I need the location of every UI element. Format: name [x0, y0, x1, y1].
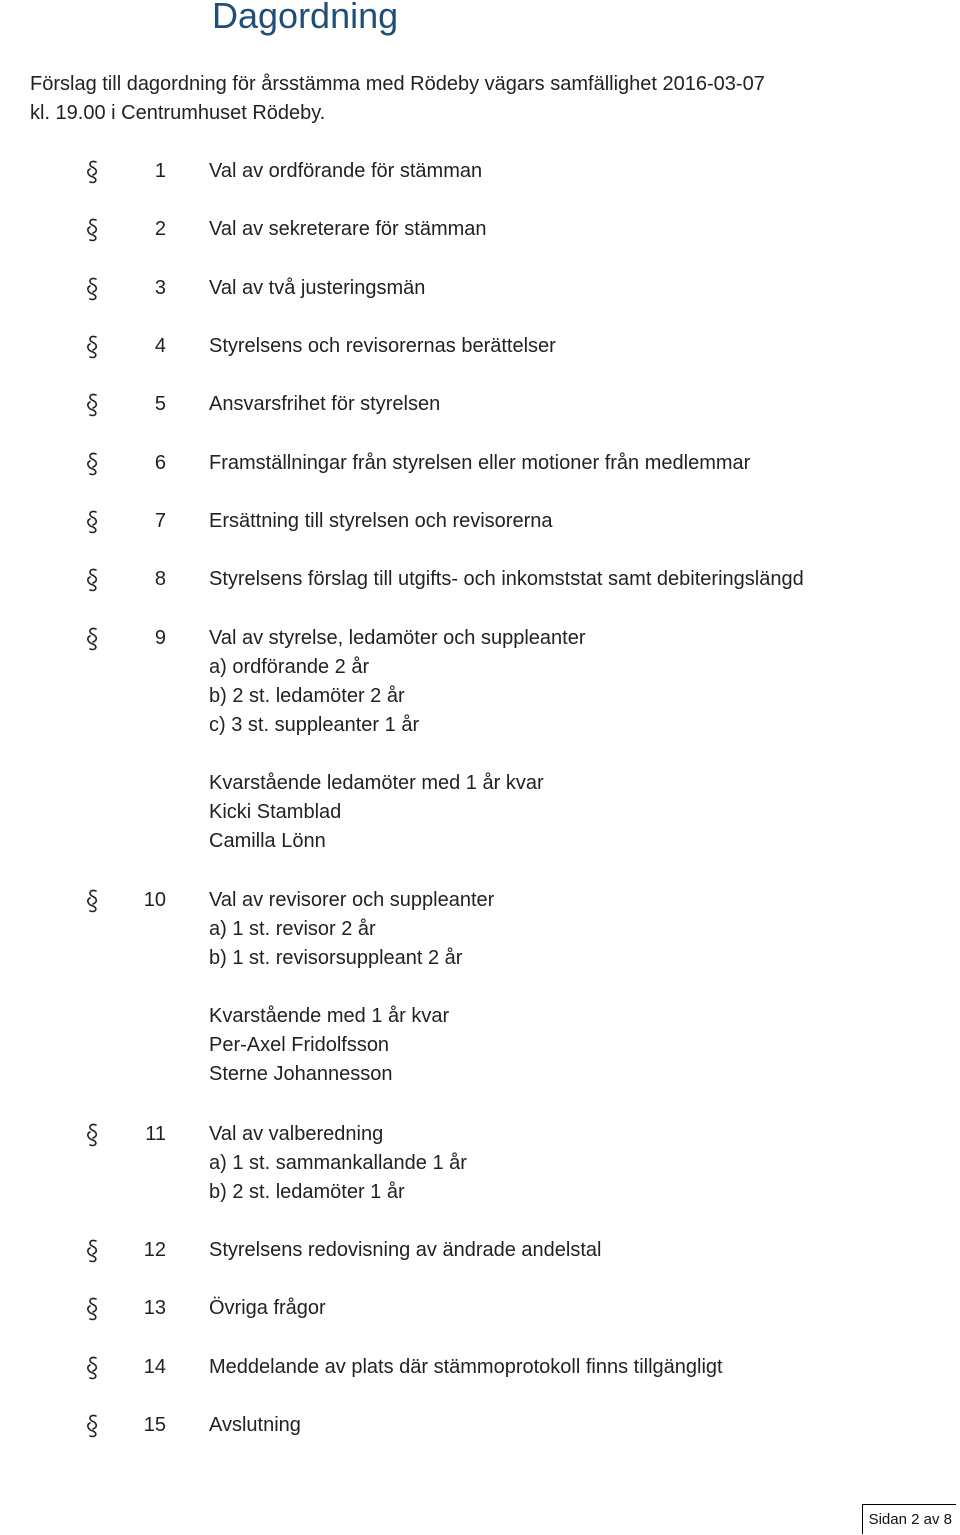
agenda-item-number: 7: [154, 510, 166, 532]
agenda-item-text: [209, 1294, 326, 1323]
agenda-item-heading: Val av två justeringsmän: [209, 277, 426, 299]
section-mark-icon: [86, 334, 100, 360]
agenda-item-text: [209, 390, 440, 419]
agenda-item-heading: Avslutning: [209, 1414, 301, 1436]
agenda-item-subline: Kvarstående med 1 år kvar: [209, 1005, 450, 1027]
section-mark-icon: [86, 567, 100, 593]
agenda-item-subline: b) 2 st. ledamöter 1 år: [209, 1181, 405, 1203]
agenda-item-heading: Styrelsens förslag till utgifts- och inkomststat samt debiteringslängd: [209, 568, 804, 590]
agenda-item-number: 6: [154, 452, 166, 474]
agenda-item-heading: Ansvarsfrihet för styrelsen: [209, 393, 441, 415]
agenda-item-text: [209, 1411, 301, 1440]
agenda-item-subline: Camilla Lönn: [209, 830, 326, 852]
agenda-item-subline: c) 3 st. suppleanter 1 år: [209, 714, 420, 736]
intro-text: [30, 70, 790, 128]
agenda-item-number: 1: [154, 160, 166, 182]
section-mark-icon: [86, 1296, 100, 1322]
agenda-item-heading: Ersättning till styrelsen och revisorerna: [209, 510, 553, 532]
section-mark-icon: [86, 451, 100, 477]
agenda-item-subline: b) 2 st. ledamöter 2 år: [209, 685, 405, 707]
agenda-item-heading: Val av sekreterare för stämman: [209, 218, 487, 240]
agenda-item-text: [209, 507, 552, 536]
section-mark-icon: [86, 392, 100, 418]
section-mark-icon: [86, 276, 100, 302]
agenda-item-subline: a) 1 st. sammankallande 1 år: [209, 1152, 467, 1174]
section-mark-icon: [86, 1238, 100, 1264]
agenda-item-text: [209, 274, 425, 303]
agenda-item-heading: Meddelande av plats där stämmoprotokoll finns tillgängligt: [209, 1356, 723, 1378]
agenda-item-number: 11: [145, 1123, 166, 1145]
section-mark-icon: [86, 1355, 100, 1381]
agenda-item-heading: Framställningar från styrelsen eller motioner från medlemmar: [209, 452, 751, 474]
agenda-item-number: 12: [143, 1239, 166, 1261]
agenda-item-subline: Kicki Stamblad: [209, 801, 342, 823]
agenda-item-text: [209, 1353, 723, 1382]
agenda-item-text: [209, 1120, 467, 1207]
agenda-item-heading: Val av valberedning: [209, 1123, 384, 1145]
agenda-item-subline: b) 1 st. revisorsuppleant 2 år: [209, 947, 463, 969]
agenda-item-number: 9: [154, 627, 166, 649]
section-mark-icon: [86, 1122, 100, 1148]
agenda-item-heading: Styrelsens redovisning av ändrade andelstal: [209, 1239, 602, 1261]
agenda-item-number: 10: [143, 889, 166, 911]
agenda-item-heading: Val av styrelse, ledamöter och suppleanter: [209, 627, 586, 649]
agenda-item-number: 3: [154, 277, 166, 299]
agenda-item-heading: Val av revisorer och suppleanter: [209, 889, 495, 911]
agenda-item-number: 2: [154, 218, 166, 240]
agenda-item-text: [209, 449, 750, 478]
blank-line: [209, 740, 586, 769]
agenda-item-text: [209, 886, 494, 1089]
agenda-item-subline: Kvarstående ledamöter med 1 år kvar: [209, 772, 544, 794]
agenda-item-heading: Val av ordförande för stämman: [209, 160, 483, 182]
intro-line-2: kl. 19.00 i Centrumhuset Rödeby.: [30, 102, 326, 124]
agenda-item-subline: Sterne Johannesson: [209, 1063, 393, 1085]
agenda-item-text: [209, 157, 482, 186]
agenda-item-subline: a) ordförande 2 år: [209, 656, 370, 678]
section-mark-icon: [86, 509, 100, 535]
agenda-item-number: 5: [154, 393, 166, 415]
document-title: Dagordning: [212, 0, 399, 36]
section-mark-icon: [86, 888, 100, 914]
blank-line: [209, 973, 494, 1002]
section-mark-icon: [86, 626, 100, 652]
agenda-item-number: 8: [154, 568, 166, 590]
agenda-item-heading: Styrelsens och revisorernas berättelser: [209, 335, 556, 357]
agenda-item-text: [209, 1236, 601, 1265]
intro-line-1: Förslag till dagordning för årsstämma med Rödeby vägars samfällighet 2016-03-07: [30, 73, 765, 95]
section-mark-icon: [86, 1413, 100, 1439]
agenda-item-number: 13: [143, 1297, 166, 1319]
agenda-item-text: [209, 332, 556, 361]
agenda-item-heading: Övriga frågor: [209, 1297, 326, 1319]
agenda-item-number: 15: [143, 1414, 166, 1436]
page-number-footer: Sidan 2 av 8: [862, 1504, 956, 1534]
section-mark-icon: [86, 217, 100, 243]
agenda-item-text: [209, 565, 804, 594]
agenda-item-number: 4: [154, 335, 166, 357]
agenda-item-number: 14: [143, 1356, 166, 1378]
agenda-item-subline: a) 1 st. revisor 2 år: [209, 918, 376, 940]
section-mark-icon: [86, 159, 100, 185]
agenda-item-subline: Per-Axel Fridolfsson: [209, 1034, 390, 1056]
agenda-item-text: [209, 215, 487, 244]
agenda-item-text: [209, 624, 586, 856]
